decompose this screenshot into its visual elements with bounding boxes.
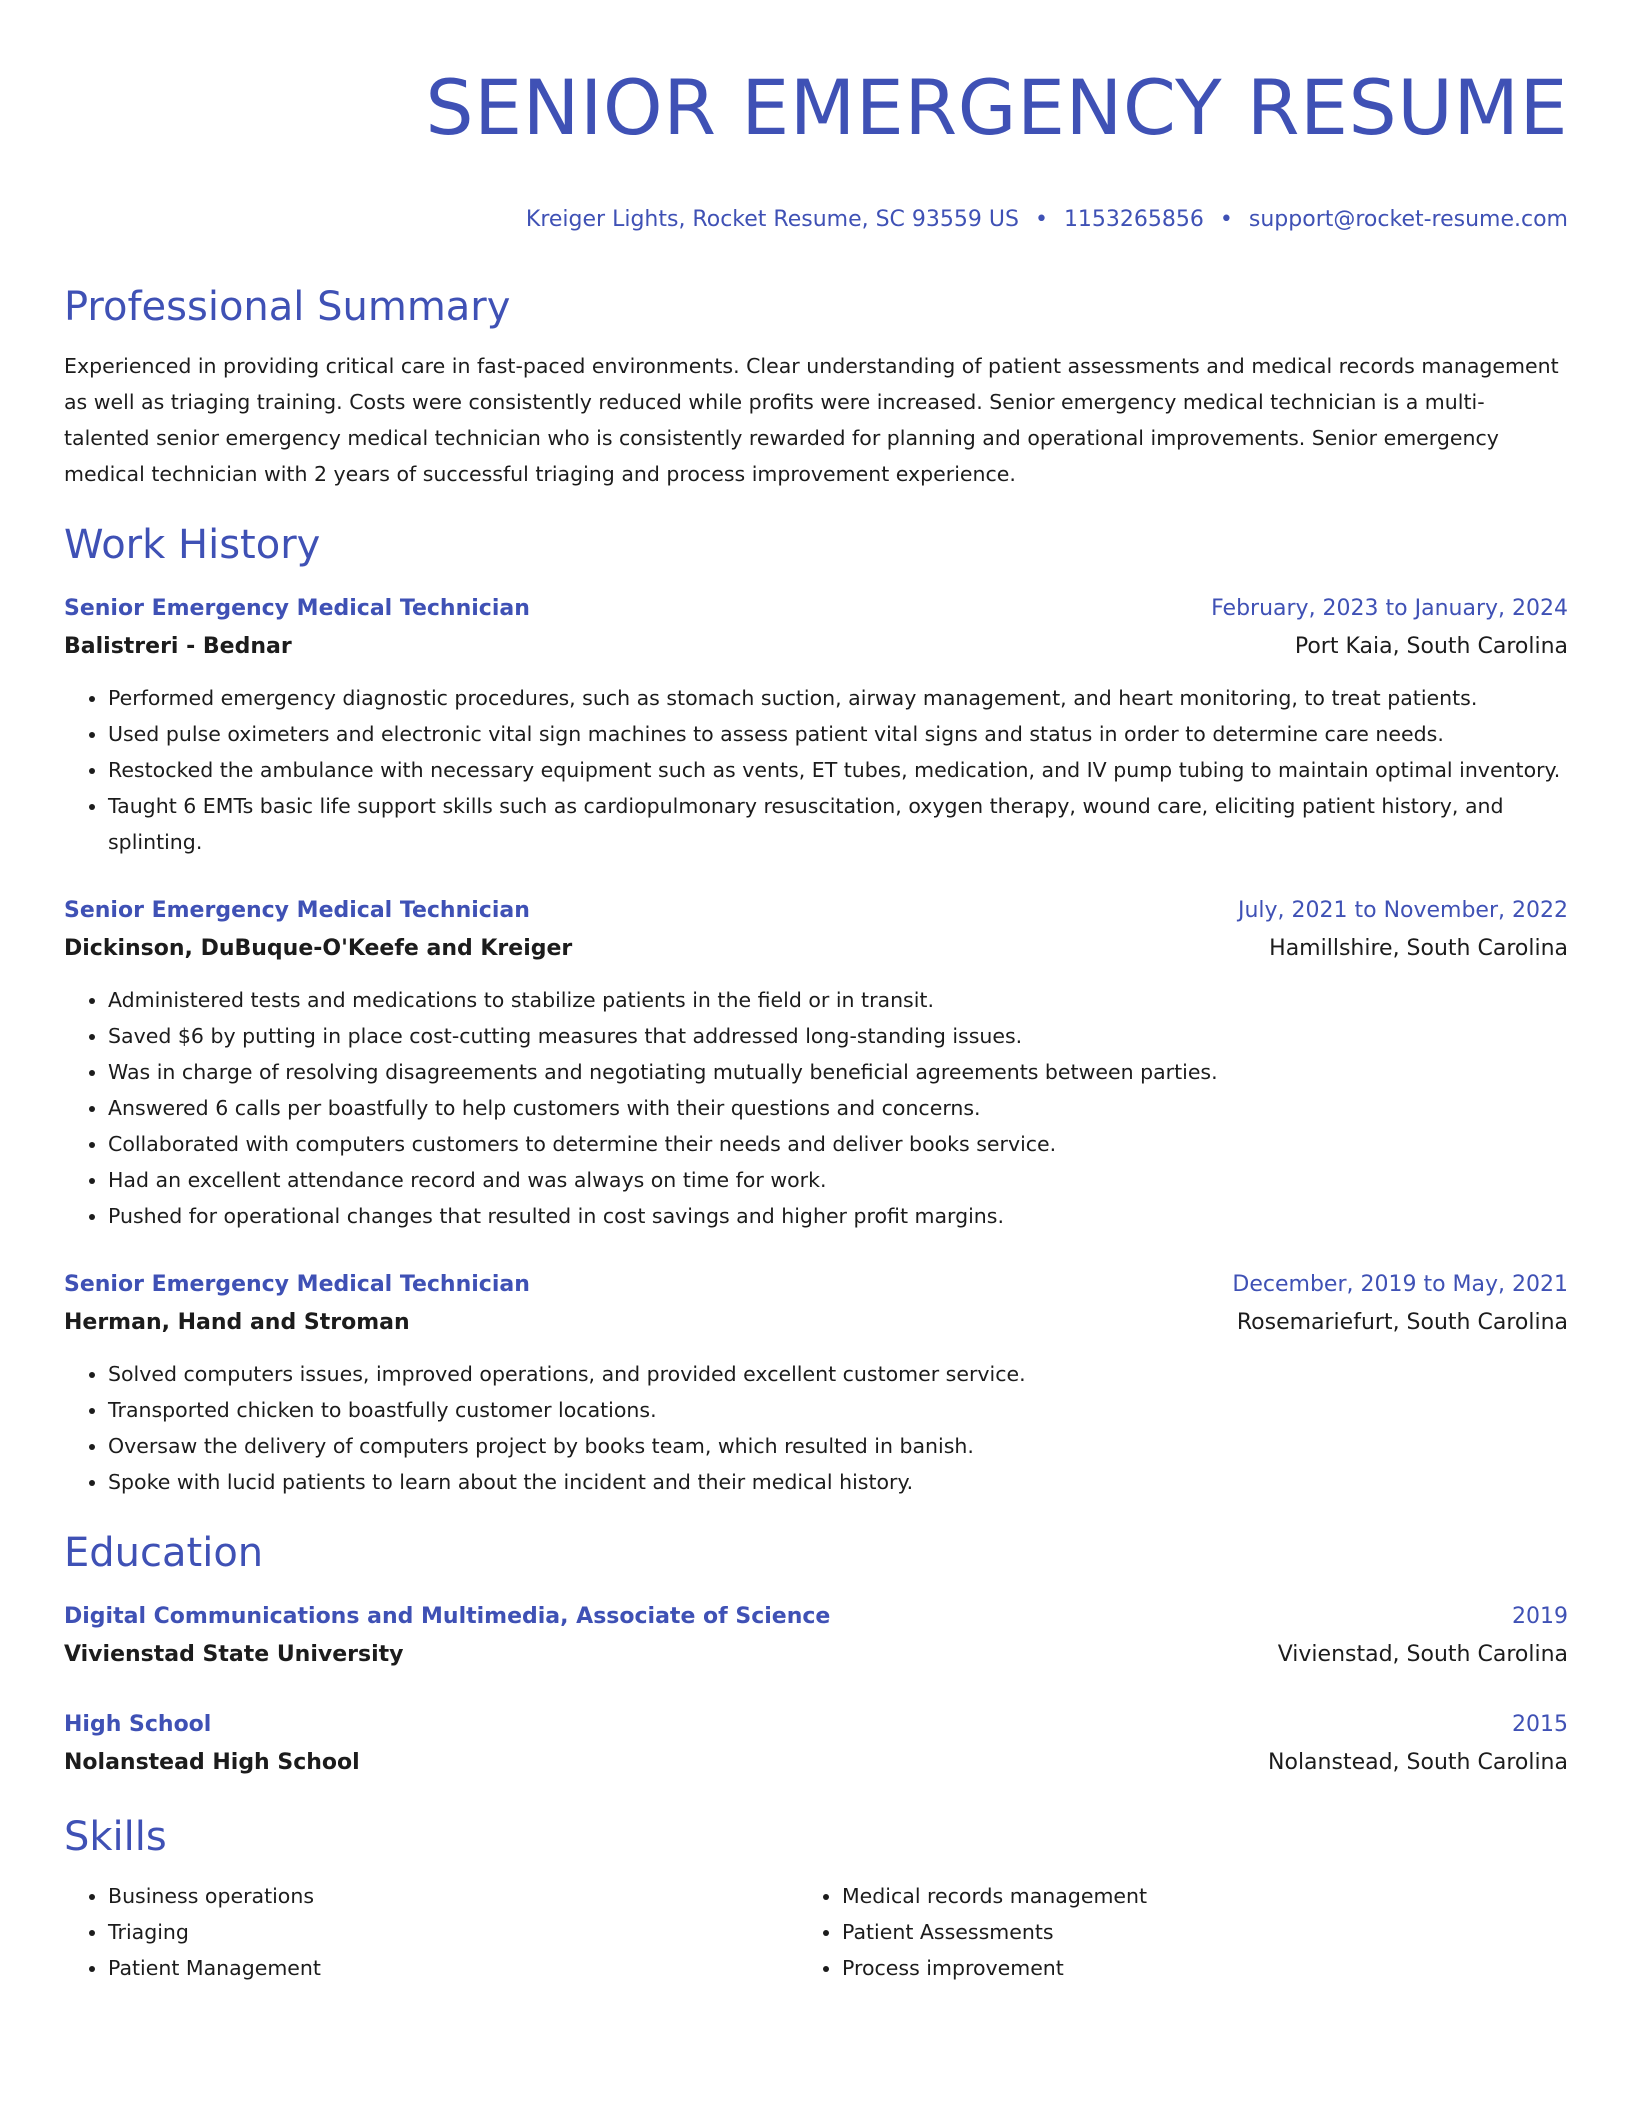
contact-phone: 1153265856 <box>1063 207 1204 232</box>
education-degree: High School <box>64 1712 212 1737</box>
skill-item: • Triaging <box>108 1914 798 1950</box>
education-header-row <box>64 1706 1568 1744</box>
job-company-row <box>64 1304 1568 1342</box>
job-bullets <box>64 982 1568 1234</box>
education-header-row <box>64 1598 1568 1636</box>
job-dates: February, 2023 to January, 2024 <box>1211 596 1568 621</box>
skill-item: • Patient Management <box>108 1950 798 1986</box>
job-location: Rosemariefurt, South Carolina <box>1236 1310 1568 1335</box>
contact-separator: • <box>1034 207 1048 232</box>
job-bullet: • Oversaw the delivery of computers project by books team, which resulted in banish. <box>108 1428 1568 1464</box>
job-company-row <box>64 930 1568 968</box>
resume-name: SENIOR EMERGENCY RESUME <box>425 63 1568 152</box>
job-bullet: • Answered 6 calls per boastfully to help customers with their questions and concerns. <box>108 1090 1568 1126</box>
skill-item: • Business operations <box>108 1878 798 1914</box>
job-header-row <box>64 892 1568 930</box>
education-entry <box>64 1706 1568 1782</box>
job-company: Balistreri - Bednar <box>64 634 292 659</box>
job-company-row <box>64 628 1568 666</box>
education-location: Vivienstad, South Carolina <box>1277 1642 1568 1667</box>
skill-item: • Process improvement <box>842 1950 1532 1986</box>
job-bullet: • Used pulse oximeters and electronic vital sign machines to assess patient vital signs and status in order to determine care needs. <box>108 716 1568 752</box>
education-school: Vivienstad State University <box>64 1642 404 1667</box>
contact-address: Kreiger Lights, Rocket Resume, SC 93559 US <box>525 207 1019 232</box>
education-location: Nolanstead, South Carolina <box>1268 1750 1568 1775</box>
education-school: Nolanstead High School <box>64 1750 360 1775</box>
job-company: Dickinson, DuBuque-O'Keefe and Kreiger <box>64 936 573 961</box>
contact-line <box>64 206 1568 234</box>
education-heading: Education <box>64 1530 264 1576</box>
job-location: Port Kaia, South Carolina <box>1294 634 1568 659</box>
education-school-row <box>64 1636 1568 1674</box>
job-bullet: • Restocked the ambulance with necessary equipment such as vents, ET tubes, medication, and IV pump tubing to maintain optimal inventory. <box>108 752 1568 788</box>
job-entry <box>64 892 1568 1234</box>
job-title: Senior Emergency Medical Technician <box>64 898 530 923</box>
contact-email: support@rocket-resume.com <box>1248 207 1568 232</box>
skills-column-right <box>798 1878 1532 1986</box>
job-location: Hamillshire, South Carolina <box>1269 936 1568 961</box>
skill-item: • Patient Assessments <box>842 1914 1532 1950</box>
education-entry <box>64 1598 1568 1674</box>
job-bullet: • Administered tests and medications to stabilize patients in the field or in transit. <box>108 982 1568 1018</box>
job-title: Senior Emergency Medical Technician <box>64 1272 530 1297</box>
resume-header <box>64 54 1568 234</box>
skills-grid <box>64 1878 1568 1986</box>
job-bullet: • Taught 6 EMTs basic life support skills such as cardiopulmonary resuscitation, oxygen therapy, wound care, eliciting patient history, and splinting. <box>108 788 1568 860</box>
contact-separator: • <box>1219 207 1233 232</box>
skills-heading: Skills <box>64 1814 167 1860</box>
job-company: Herman, Hand and Stroman <box>64 1310 410 1335</box>
job-bullet: • Solved computers issues, improved operations, and provided excellent customer service. <box>108 1356 1568 1392</box>
job-bullet: • Was in charge of resolving disagreements and negotiating mutually beneficial agreements between parties. <box>108 1054 1568 1090</box>
job-bullet: • Transported chicken to boastfully customer locations. <box>108 1392 1568 1428</box>
job-title: Senior Emergency Medical Technician <box>64 596 530 621</box>
work-history-heading: Work History <box>64 522 321 568</box>
education-year: 2019 <box>1512 1604 1568 1629</box>
job-bullets <box>64 680 1568 860</box>
education-degree: Digital Communications and Multimedia, Associate of Science <box>64 1604 831 1629</box>
job-entry <box>64 590 1568 860</box>
job-bullet: • Collaborated with computers customers to determine their needs and deliver books service. <box>108 1126 1568 1162</box>
job-bullet: • Saved $6 by putting in place cost-cutting measures that addressed long-standing issues. <box>108 1018 1568 1054</box>
job-header-row <box>64 590 1568 628</box>
job-dates: December, 2019 to May, 2021 <box>1232 1272 1568 1297</box>
skills-column-left <box>64 1878 798 1986</box>
education-school-row <box>64 1744 1568 1782</box>
skill-item: • Medical records management <box>842 1878 1532 1914</box>
job-dates: July, 2021 to November, 2022 <box>1237 898 1568 923</box>
job-entry <box>64 1266 1568 1500</box>
job-bullets <box>64 1356 1568 1500</box>
summary-heading: Professional Summary <box>64 284 511 330</box>
job-bullet: • Had an excellent attendance record and was always on time for work. <box>108 1162 1568 1198</box>
job-bullet: • Performed emergency diagnostic procedures, such as stomach suction, airway management, and heart monitoring, to treat patients. <box>108 680 1568 716</box>
job-bullet: • Spoke with lucid patients to learn about the incident and their medical history. <box>108 1464 1568 1500</box>
summary-text: Experienced in providing critical care in fast-paced environments. Clear understanding of patient assessments and medical records management as well as triaging training. Costs were consistently reduced while profits were increased. Senior emergency medical technician is a multi-talented senior emergency medical technician who is consistently rewarded for planning and operational improvements. Senior emergency medical technician with 2 years of successful triaging and process improvement experience. <box>64 354 1559 486</box>
education-year: 2015 <box>1512 1712 1568 1737</box>
job-header-row <box>64 1266 1568 1304</box>
job-bullet: • Pushed for operational changes that resulted in cost savings and higher profit margins. <box>108 1198 1568 1234</box>
